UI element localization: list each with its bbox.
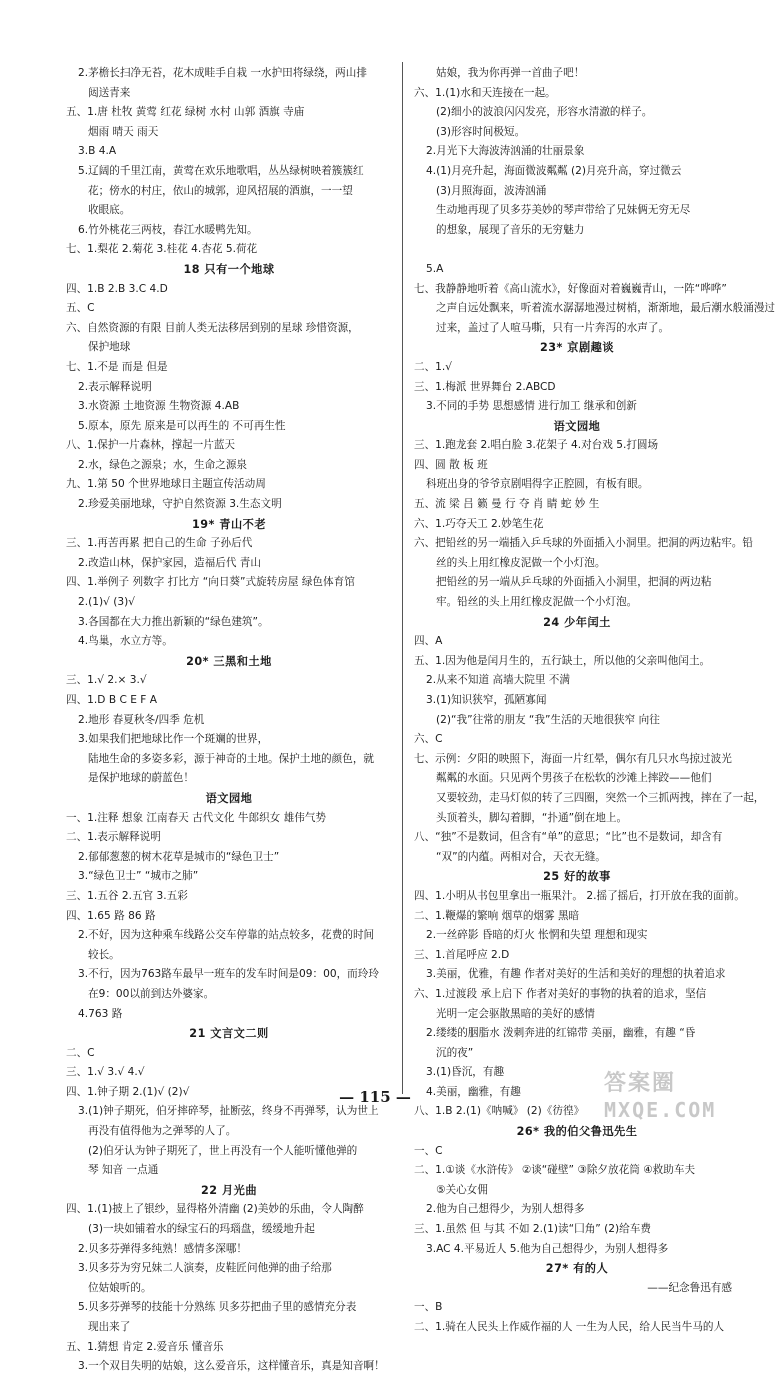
answer-line: 四、1.钟子期 2.(1)√ (2)√ xyxy=(66,1085,190,1098)
answer-line: 头顶着头，脚勾着脚，“扑通”倒在地上。 xyxy=(436,811,628,824)
answer-line: 3.美丽，优雅，有趣 作者对美好的生活和美好的理想的执着追求 xyxy=(426,968,726,981)
section-heading: 语文园地 xyxy=(553,419,601,433)
section-heading: 24 少年闰土 xyxy=(543,615,611,629)
answer-line: 把铅丝的另一端从乒乓球的外面插入小洞里，把洞的两边粘 xyxy=(436,576,712,589)
answer-line: 八、“独”不是数词，但含有“单”的意思；“比”也不是数词，却含有 xyxy=(414,831,723,844)
answer-line: 丝的头上用红橡皮泥做一个小灯泡。 xyxy=(436,556,606,569)
watermark-url: MXQE.COM xyxy=(604,1098,717,1122)
answer-line: 烟雨 晴天 雨天 xyxy=(88,125,159,138)
answer-line: 在9：00以前到达外婆家。 xyxy=(88,987,215,1000)
answer-line: 三、1.再苦再累 把自己的生命 子孙后代 xyxy=(66,537,253,550)
answer-line: 较长。 xyxy=(88,948,120,961)
answer-line: 二、1.表示解释说明 xyxy=(66,831,161,844)
answer-line: 保护地球 xyxy=(88,341,131,354)
answer-line: 位姑娘听的。 xyxy=(88,1281,152,1294)
answer-line: 2.不好，因为这种乘车线路公交车停靠的站点较多，花费的时间 xyxy=(78,929,375,942)
section-heading: 27* 有的人 xyxy=(545,1262,609,1276)
answer-line: 六、1.巧夺天工 2.妙笔生花 xyxy=(414,517,544,530)
answer-line: 3.B 4.A xyxy=(78,145,117,158)
answer-line: 七、我静静地听着《高山流水》，好像面对着巍巍青山，一阵“哗哗” xyxy=(414,282,727,295)
answer-line: 六、C xyxy=(414,733,443,746)
answer-line: 琴 知音 一点通 xyxy=(88,1164,159,1177)
answer-line: 3.各国都在大力推出新颖的“绿色建筑”。 xyxy=(78,615,269,628)
answer-line: 又要较劲，走马灯似的转了三四圈，突然一个三抓两拽，摔在了一起， xyxy=(436,791,765,804)
answer-line: 2.地形 春夏秋冬/四季 危机 xyxy=(78,713,205,726)
answer-line: 四、1.B 2.B 3.C 4.D xyxy=(66,282,168,295)
answer-line: (2)伯牙认为钟子期死了，世上再没有一个人能听懂他弹的 xyxy=(88,1144,358,1157)
answer-line: 七、1.不是 而是 但是 xyxy=(66,360,168,373)
right-column xyxy=(414,64,775,1338)
answer-line: 二、C xyxy=(66,1046,95,1059)
answer-line: (2)细小的波浪闪闪发亮，形容水清澈的样子。 xyxy=(436,106,653,119)
answer-line: 2.(1)√ (3)√ xyxy=(78,596,135,609)
answer-line: 的想象，展现了音乐的无穷魅力 xyxy=(436,223,585,236)
answer-line: 过来，盖过了人喧马嘶，只有一片奔泻的水声了。 xyxy=(436,321,670,334)
answer-line: 2.表示解释说明 xyxy=(78,380,152,393)
answer-line: ⑤关心女佣 xyxy=(436,1183,488,1196)
answer-line: 四、1.举例子 列数字 打比方 “向日葵”式旋转房屋 绿色体育馆 xyxy=(66,576,355,589)
answer-line: 闼送青来 xyxy=(88,86,131,99)
answer-line: 2.郁郁葱葱的树木花草是城市的“绿色卫士” xyxy=(78,850,280,863)
answer-line: 沉的夜” xyxy=(436,1046,474,1059)
answer-line: 4.美丽，幽雅，有趣 xyxy=(426,1085,521,1098)
answer-line: 五、流 梁 吕 籁 曼 行 夺 肖 睛 蛇 妙 生 xyxy=(414,498,600,511)
answer-line: 2.茅檐长扫净无苔，花木成畦手自栽 一水护田将绿绕，两山排 xyxy=(78,67,367,79)
answer-line: 科班出身的爷爷京剧唱得字正腔圆，有板有眼。 xyxy=(426,478,649,491)
answer-line: 五、1.因为他是闰月生的，五行缺土，所以他的父亲叫他闰土。 xyxy=(414,654,711,667)
page-number: — 115 — xyxy=(339,1088,411,1106)
answer-line: 5.辽阔的千里江南，黄莺在欢乐地歌唱，丛丛绿树映着簇簇红 xyxy=(78,164,364,177)
answer-line: 4.(1)月亮升起，海面微波粼粼 (2)月亮升高，穿过微云 xyxy=(426,164,682,177)
answer-line: 四、1.小明从书包里拿出一瓶果汁。 2.摇了摇后，打开放在我的面前。 xyxy=(414,889,745,902)
answer-line: 4.763 路 xyxy=(78,1007,123,1020)
answer-line: 牢。铅丝的头上用红橡皮泥做一个小灯泡。 xyxy=(436,596,638,609)
answer-line: 陆地生命的多姿多彩，源于神奇的土地。保护土地的颜色，就 xyxy=(88,752,375,765)
answer-line: 之声自远处飘来，听着流水潺潺地漫过树梢，渐渐地，最后潮水般涌漫过 xyxy=(436,302,775,315)
answer-line: 七、1.梨花 2.菊花 3.桂花 4.杏花 5.荷花 xyxy=(66,243,258,256)
answer-line: 三、1.虽然 但 与其 不如 2.(1)读“囗角” (2)给车费 xyxy=(414,1223,651,1236)
answer-line: 3.(1)知识狭窄，孤陋寡闻 xyxy=(426,694,547,706)
watermark-title: 答案圈 xyxy=(604,1071,677,1096)
answer-line: 二、1.鞭爆的繁响 烟草的烟雾 黑暗 xyxy=(414,909,580,922)
answer-line: 生动地再现了贝多芬美妙的琴声带给了兄妹俩无穷无尽 xyxy=(436,204,691,217)
answer-line: 5.A xyxy=(426,262,444,275)
answer-line: 再没有值得他为之弹琴的人了。 xyxy=(88,1125,237,1138)
answer-line: 光明一定会驱散黑暗的美好的感情 xyxy=(436,1007,595,1020)
section-heading: 25 好的故事 xyxy=(543,870,611,884)
answer-line: 姑娘，我为你再弹一首曲子吧！ xyxy=(436,67,585,79)
answer-line: 3.贝多芬为穷兄妹二人演奏，皮鞋匠问他弹的曲子给那 xyxy=(78,1262,332,1275)
left-column xyxy=(66,64,392,1377)
section-heading: 语文园地 xyxy=(205,791,253,805)
answer-line: 4.鸟巢，水立方等。 xyxy=(78,635,173,648)
answer-line: (3)一块如铺着水的绿宝石的玛瑙盘，缓缓地升起 xyxy=(88,1223,315,1236)
answer-line: 3.水资源 土地资源 生物资源 4.AB xyxy=(78,400,240,413)
answer-line: 3.如果我们把地球比作一个斑斓的世界， xyxy=(78,733,269,746)
section-heading: 20* 三黑和土地 xyxy=(186,654,272,668)
answer-line: “双”的内蕴。两相对合，天衣无缝。 xyxy=(436,850,606,863)
answer-line: 六、把铅丝的另一端插入乒乓球的外面插入小洞里。把洞的两边粘牢。铅 xyxy=(414,537,753,550)
answer-line: 2.水，绿色之源泉；水，生命之源泉 xyxy=(78,458,248,471)
answer-line: 三、1.五谷 2.五官 3.五彩 xyxy=(66,889,188,902)
answer-line: 二、1.①谈《水浒传》 ②谈“碰壁” ③除夕放花筒 ④救助车夫 xyxy=(414,1164,696,1177)
answer-line: 2.贝多芬弹得多纯熟！感情多深哪！ xyxy=(78,1242,248,1255)
answer-line: 3.(1)昏沉，有趣 xyxy=(426,1066,505,1079)
section-heading: 26* 我的伯父鲁迅先生 xyxy=(516,1125,638,1139)
answer-line: 3.(1)钟子期死，伯牙摔碎琴，扯断弦，终身不再弹琴，认为世上 xyxy=(78,1105,379,1118)
answer-line: 2.月光下大海波涛汹涌的壮丽景象 xyxy=(426,145,585,158)
section-heading: 22 月光曲 xyxy=(200,1183,258,1197)
answer-line: 三、1.√ 2.× 3.√ xyxy=(66,674,147,687)
answer-line: 3.不同的手势 思想感情 进行加工 继承和创新 xyxy=(426,400,637,413)
answer-line: (2)“我”往常的朋友 “我”生活的天地很狭窄 向往 xyxy=(436,713,660,726)
answer-line: 一、B xyxy=(414,1301,443,1314)
answer-line: 五、1.猜想 肯定 2.爱音乐 懂音乐 xyxy=(66,1340,224,1353)
answer-line: 粼粼的水面。只见两个男孩子在松软的沙滩上摔跤——他们 xyxy=(436,772,712,785)
section-heading: 19* 青山不老 xyxy=(191,517,267,531)
answer-line: 2.改造山林，保护家园，造福后代 青山 xyxy=(78,556,261,569)
answer-line: 2.他为自己想得少，为别人想得多 xyxy=(426,1203,585,1216)
answer-line: 三、1.梅派 世界舞台 2.ABCD xyxy=(414,380,556,393)
column-divider xyxy=(402,62,403,1094)
answer-line: (3)月照海面，波涛汹涌 xyxy=(436,184,547,197)
answer-line: 5.贝多芬弹琴的技能十分熟练 贝多芬把曲子里的感情充分表 xyxy=(78,1301,357,1314)
answer-line: 3.一个双目失明的姑娘，这么爱音乐，这样懂音乐，真是知音啊！ xyxy=(78,1360,385,1373)
answer-line: 2.珍爱美丽地球，守护自然资源 3.生态文明 xyxy=(78,498,282,511)
watermark-logo xyxy=(604,1070,744,1126)
answer-line: 3.不行，因为763路车最早一班车的发车时间是09：00，而玲玲 xyxy=(78,968,379,981)
answer-line: 四、圆 散 板 班 xyxy=(414,458,488,471)
answer-line: 2.从来不知道 高墙大院里 不满 xyxy=(426,674,570,687)
answer-line: 四、A xyxy=(414,635,443,648)
answer-line: 六、1.(1)水和天连接在一起。 xyxy=(414,86,556,99)
answer-line: 是保护地球的蔚蓝色！ xyxy=(88,772,194,785)
answer-line: 5.原本，原先 原来是可以再生的 不可再生性 xyxy=(78,419,286,432)
answer-line: (3)形容时间极短。 xyxy=(436,125,526,138)
answer-line: 八、1.保护一片森林，撑起一片蓝天 xyxy=(66,439,236,452)
answer-line: 三、1.首尾呼应 2.D xyxy=(414,948,510,961)
answer-line: 二、1.√ xyxy=(414,360,453,373)
answer-line: 四、1.D B C E F A xyxy=(66,694,157,706)
answer-line: 2.缕缕的胭脂水 泼刺奔进的红锦带 美丽，幽雅，有趣 “昏 xyxy=(426,1027,696,1040)
answer-line: 花；傍水的村庄，依山的城郭，迎风招展的酒旗，一一望 xyxy=(88,184,353,197)
answer-line: 三、1.√ 3.√ 4.√ xyxy=(66,1066,145,1079)
answer-line: 收眼底。 xyxy=(88,204,131,217)
answer-line: 现出来了 xyxy=(88,1321,131,1333)
answer-line: 六、1.过渡段 承上启下 作者对美好的事物的执着的追求，坚信 xyxy=(414,987,707,1000)
answer-line: 九、1.第 50 个世界地球日主题宣传活动周 xyxy=(66,478,266,491)
answer-line: ——纪念鲁迅有感 xyxy=(647,1281,732,1294)
answer-line: 三、1.跑龙套 2.唱白脸 3.花架子 4.对台戏 5.打圆场 xyxy=(414,439,659,452)
answer-line: 一、C xyxy=(414,1144,443,1157)
answer-line: 五、C xyxy=(66,302,95,315)
answer-line: 四、1.(1)披上了银纱，显得格外清幽 (2)美妙的乐曲，令人陶醉 xyxy=(66,1203,364,1216)
answer-line: 六、自然资源的有限 目前人类无法移居到别的星球 珍惜资源， xyxy=(66,321,359,334)
section-heading: 18 只有一个地球 xyxy=(183,262,275,276)
answer-line: 3.“绿色卫士” “城市之肺” xyxy=(78,870,199,883)
section-heading: 23* 京剧趣谈 xyxy=(539,341,615,355)
answer-line: 四、1.65 路 86 路 xyxy=(66,909,156,922)
answer-line: 2.一丝碎影 昏暗的灯火 怅惘和失望 理想和现实 xyxy=(426,929,648,942)
answer-line: 3.AC 4.平易近人 5.他为自己想得少，为别人想得多 xyxy=(426,1242,669,1255)
section-heading: 21 文言文二则 xyxy=(189,1027,269,1041)
answer-line: 八、1.B 2.(1)《呐喊》 (2)《彷徨》 xyxy=(414,1105,585,1118)
answer-line: 二、1.骑在人民头上作威作福的人 一生为人民，给人民当牛马的人 xyxy=(414,1321,725,1333)
answer-line: 6.竹外桃花三两枝，春江水暖鸭先知。 xyxy=(78,223,258,236)
answer-line: 七、示例：夕阳的映照下，海面一片红晕，偶尔有几只水鸟掠过波光 xyxy=(414,752,732,765)
answer-line: 五、1.唐 杜牧 黄莺 红花 绿树 水村 山郭 酒旗 寺庙 xyxy=(66,106,305,119)
answer-line xyxy=(414,240,740,260)
answer-line: 一、1.注释 想象 江南春天 古代文化 牛郎织女 雄伟气势 xyxy=(66,811,327,824)
